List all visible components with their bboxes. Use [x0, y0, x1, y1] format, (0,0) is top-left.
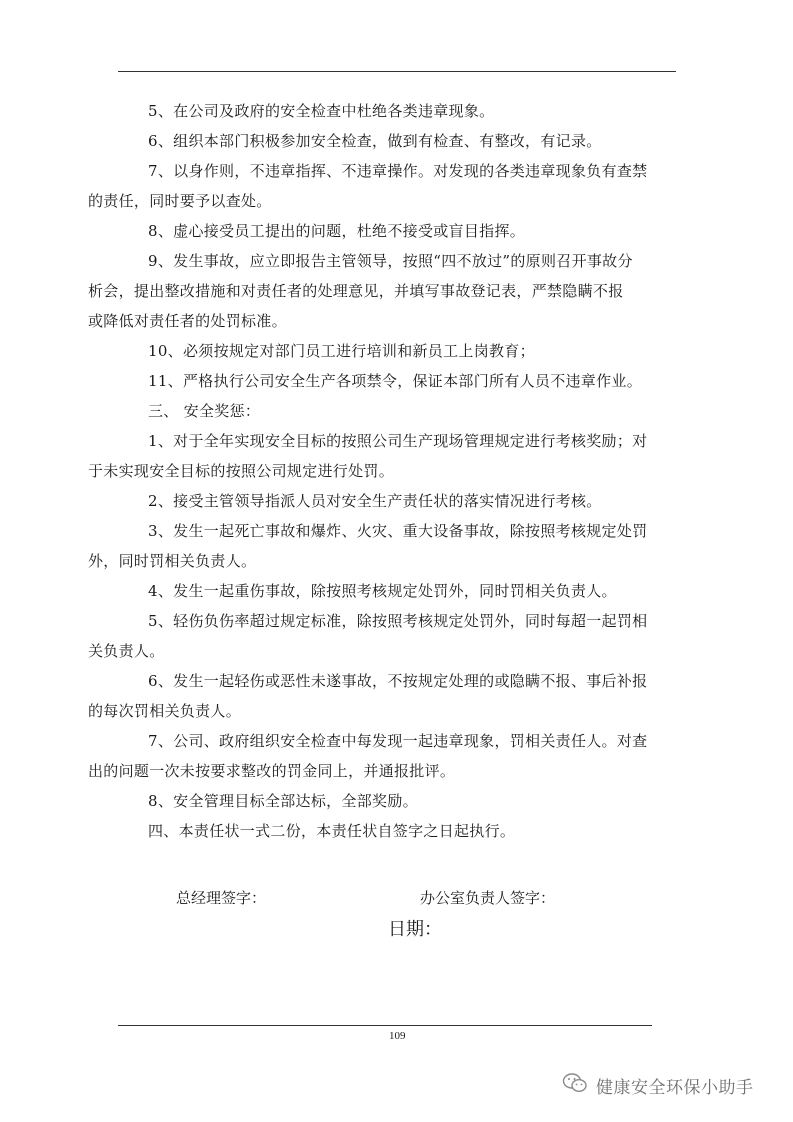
page-number: 109: [389, 1030, 406, 1042]
paragraph-line: 四、本责任状一式二份，本责任状自签字之日起执行。: [148, 822, 516, 840]
paragraph-line: 出的问题一次未按要求整改的罚金同上，并通报批评。: [88, 762, 456, 780]
paragraph-line: 1、对于全年实现安全目标的按照公司生产现场管理规定进行考核奖励；对: [148, 432, 648, 450]
paragraph: [118, 126, 678, 156]
paragraph-line: 8、安全管理目标全部达标，全部奖励。: [148, 792, 418, 810]
paragraph: [88, 666, 678, 726]
paragraph-line: 7、以身作则，不违章指挥、不违章操作。对发现的各类违章现象负有查禁: [148, 162, 648, 180]
paragraph-line: 关负责人。: [88, 642, 165, 660]
paragraph-line: 8、虚心接受员工提出的问题，杜绝不接受或盲目指挥。: [148, 222, 526, 240]
paragraph: [118, 786, 678, 816]
paragraph-line: 于未实现安全目标的按照公司规定进行处罚。: [88, 462, 395, 480]
paragraph: [118, 396, 678, 426]
paragraph: [88, 516, 678, 576]
paragraph-line: 的责任，同时要予以查处。: [88, 192, 272, 210]
header-rule: [118, 71, 676, 72]
wechat-icon: [562, 1072, 588, 1098]
paragraph-line: 5、轻伤负伤率超过规定标准，除按照考核规定处罚外，同时每超一起罚相: [148, 612, 648, 630]
paragraph-line: 2、接受主管领导指派人员对安全生产责任状的落实情况进行考核。: [148, 492, 602, 510]
paragraph-line: 析会，提出整改措施和对责任者的处理意见，并填写事故登记表，严禁隐瞒不报: [88, 282, 624, 300]
paragraph-line: 7、公司、政府组织安全检查中每发现一起违章现象，罚相关责任人。对查: [148, 732, 648, 750]
date-label: 日期：: [388, 919, 442, 940]
office-head-signature-label: 办公室负责人签字：: [420, 889, 556, 907]
paragraph-line: 10、必须按规定对部门员工进行培训和新员工上岗教育；: [148, 342, 535, 360]
footer-rule: [118, 1025, 652, 1026]
paragraph: [118, 486, 678, 516]
paragraph: [88, 726, 678, 786]
paragraph: [118, 366, 678, 396]
paragraph-line: 4、发生一起重伤事故，除按照考核规定处罚外，同时罚相关负责人。: [148, 582, 617, 600]
watermark-text: 健康安全环保小助手: [596, 1077, 754, 1098]
paragraph: [118, 576, 678, 606]
paragraph-line: 或降低对责任者的处罚标准。: [88, 312, 287, 330]
paragraph-line: 6、组织本部门积极参加安全检查，做到有检查、有整改，有记录。: [148, 132, 602, 150]
paragraph: [88, 426, 678, 486]
paragraph-line: 外，同时罚相关负责人。: [88, 552, 257, 570]
paragraph: [88, 246, 678, 336]
paragraph: [118, 336, 678, 366]
paragraph-line: 3、发生一起死亡事故和爆炸、火灾、重大设备事故，除按照考核规定处罚: [148, 522, 648, 540]
paragraph-line: 的每次罚相关负责人。: [88, 702, 242, 720]
paragraph: [88, 606, 678, 666]
paragraph-line: 6、发生一起轻伤或恶性未遂事故，不按规定处理的或隐瞒不报、事后补报: [148, 672, 648, 690]
paragraph: [88, 156, 678, 216]
general-manager-signature-label: 总经理签字：: [176, 889, 267, 907]
paragraph: [118, 816, 678, 846]
paragraph-line: 11、严格执行公司安全生产各项禁令，保证本部门所有人员不违章作业。: [148, 372, 642, 390]
paragraph-line: 三、 安全奖惩：: [148, 402, 261, 420]
paragraph: [118, 96, 678, 126]
paragraph: [118, 216, 678, 246]
paragraph-line: 9、发生事故，应立即报告主管领导，按照“四不放过”的原则召开事故分: [148, 252, 633, 270]
watermark: [562, 1072, 754, 1098]
paragraph-line: 5、在公司及政府的安全检查中杜绝各类违章现象。: [148, 102, 495, 120]
